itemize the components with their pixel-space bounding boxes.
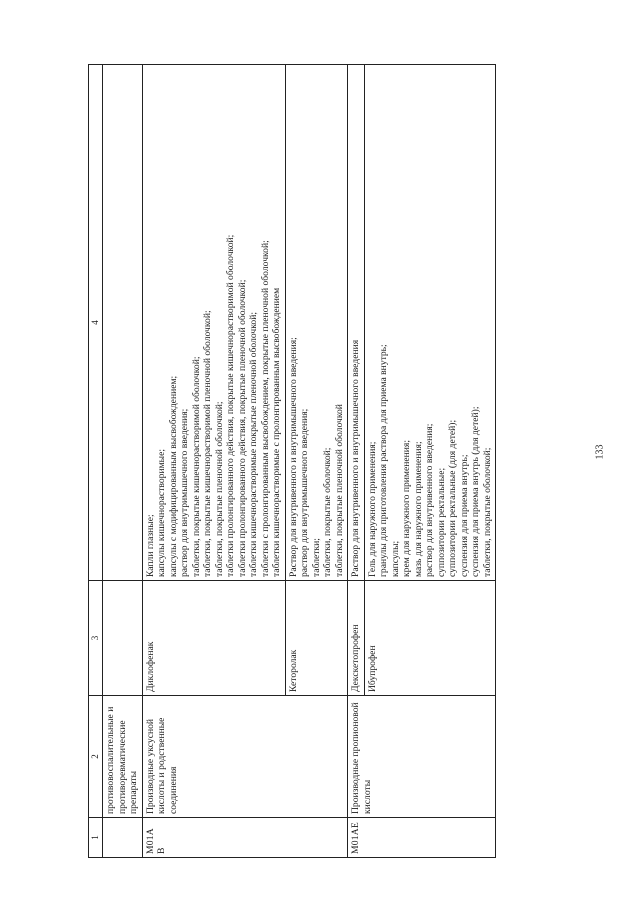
dosage-form: Раствор для внутривенного и внутримышечного введения; [287,337,299,577]
header-col-2: 2 [89,696,103,818]
dosage-form: суспензия для приема внутрь (для детей); [470,406,481,577]
table-header-row [89,65,103,858]
drug-name-cell: Декскетопрофен [348,581,365,696]
drug-name-cell: Диклофенак [142,581,285,696]
dosage-form: таблетки, покрытые оболочкой; [481,447,493,577]
dosage-form: таблетки кишечнорастворимые покрытые пленочной оболочкой; [248,311,259,577]
dosage-forms-cell [364,65,496,581]
header-col-1: 1 [89,818,103,858]
dosage-form: капсулы; [389,540,401,577]
dosage-form: таблетки с пролонгированным высвобождением, покрытые пленочной оболочкой; [259,240,271,577]
dosage-form: таблетки, покрытые пленочной оболочкой [333,404,345,577]
group-cell: Производные уксусной кислоты и родственные соединения [142,696,348,818]
drug-name-cell: Ибупрофен [364,581,496,696]
dosage-form: таблетки пролонгированного действия, покрытые пленочной оболочкой; [236,279,248,577]
dosage-form: мазь для наружного применения; [412,441,424,577]
page-number: 133 [594,444,606,460]
dosage-form: Раствор для внутривенного и внутримышечного введения [350,339,361,577]
table-row-continuation [103,65,143,858]
dosage-form: таблетки; [310,538,322,577]
dosage-form: раствор для внутривенного введения; [424,423,435,577]
group-cell: противовоспалительные и противоревматические препараты [103,696,143,818]
header-col-3: 3 [89,581,103,696]
dosage-form: гранулы для приготовления раствора для приема внутрь; [378,344,389,577]
dosage-form: таблетки, покрытые кишечнорастворимой оболочкой; [190,356,202,577]
dosage-form: раствор для внутримышечного введения; [299,408,310,577]
dosage-form: Капли глазные; [144,514,156,577]
drug-cell [103,581,143,696]
dosage-forms-cell [348,65,365,581]
dosage-forms-cell [142,65,285,581]
dosage-form: крем для наружного применения; [401,440,412,577]
dosage-form: раствор для внутримышечного введения; [179,408,190,577]
forms-cell [103,65,143,581]
rotated-table-wrapper [88,64,586,858]
dosage-form: суппозитории ректальные; [435,467,447,577]
dosage-forms-cell [285,65,348,581]
group-cell: Производные пропионовой кислоты [348,696,496,818]
table-row-m01ab-diclofenac [142,65,285,858]
code-cell: M01A B [142,818,348,858]
dosage-form: таблетки пролонгированного действия, покрытые кишечнорастворимой оболочкой; [225,234,236,577]
dosage-form: таблетки, покрытые оболочкой; [322,447,333,577]
dosage-form: таблетки, покрытые кишечнорастворимой пленочной оболочкой; [202,310,213,577]
dosage-form: капсулы кишечнорастворимые; [156,448,167,577]
table-frame [88,64,586,858]
dosage-form: суппозитории ректальные (для детей); [447,419,458,577]
code-cell: M01AE [348,818,496,858]
dosage-form: таблетки кишечнорастворимые с пролонгированным высвобождением [271,287,282,577]
table-row-m01ae-dexketoprofen [348,65,365,858]
drug-table [88,64,496,858]
dosage-form: капсулы с модифицированным высвобождением; [167,375,179,577]
dosage-form: суспензия для приема внутрь; [458,454,470,577]
dosage-form: таблетки, покрытые пленочной оболочкой; [213,401,225,577]
dosage-form: Гель для наружного применения; [366,441,378,577]
header-col-4: 4 [89,65,103,581]
drug-name-cell: Кеторолак [285,581,348,696]
code-cell [103,818,143,858]
